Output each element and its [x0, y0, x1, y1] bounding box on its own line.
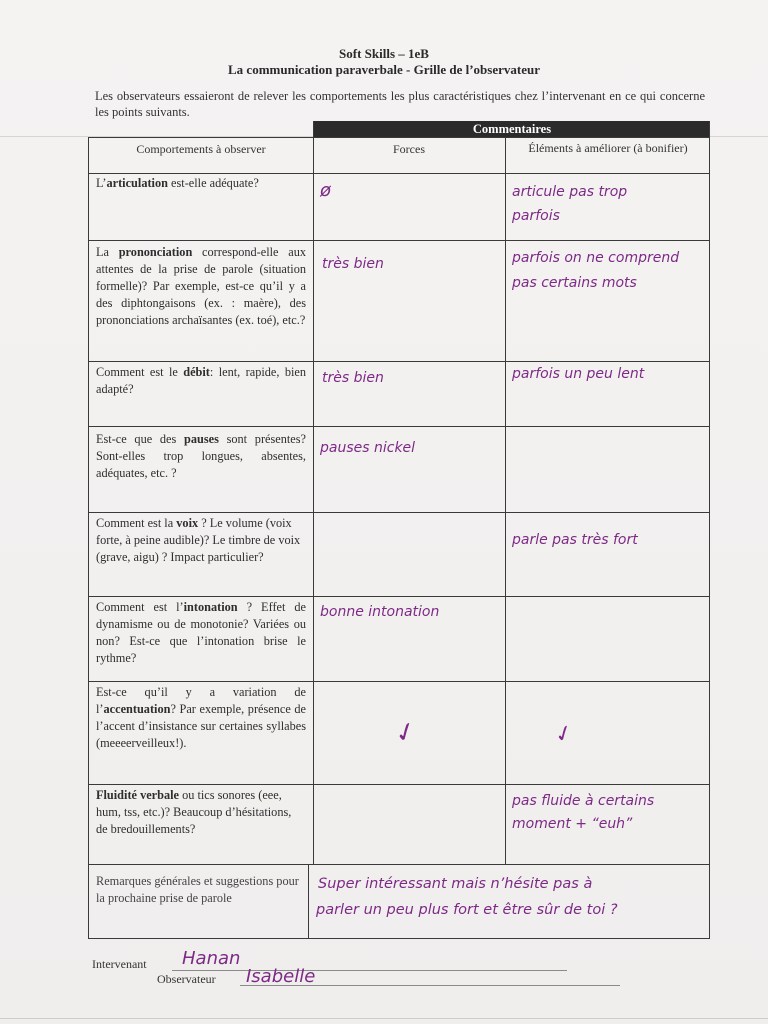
col-header-behaviors: Comportements à observer	[136, 142, 266, 156]
intervenant-label: Intervenant	[92, 957, 147, 971]
col-header-improve: Éléments à améliorer (à bonifier)	[528, 141, 688, 155]
answer-improve-voix: parle pas très fort	[512, 532, 638, 548]
question-pauses: Est-ce que des pauses sont présentes? Sont-elles trop longues, absentes, adéquates, etc. ?	[96, 432, 307, 480]
answer-strength-pauses: pauses nickel	[320, 440, 416, 456]
intervenant-value: Hanan	[182, 948, 241, 969]
remarks-line-2: parler un peu plus fort et être sûr de toi ?	[316, 902, 618, 918]
answer-strength-intonation: bonne intonation	[320, 604, 440, 620]
page-bottom-edge	[0, 1018, 768, 1019]
answer-improve-debit: parfois un peu lent	[512, 366, 645, 382]
question-fluidite: Fluidité verbale ou tics sonores (eee, hum, tss, etc.)? Beaucoup d’hésitations, de bredouillements?	[96, 788, 292, 836]
answer-strength-debit: très bien	[322, 370, 384, 386]
question-accentuation: Est-ce qu’il y a variation de l’accentuation? Par exemple, présence de l’accent d’insistance sur certaines syllabes (meeeerveilleux!).	[96, 685, 306, 750]
comments-header: Commentaires	[314, 121, 710, 137]
answer-improve-prononciation: parfois on ne comprend pas certains mots	[512, 250, 680, 291]
answer-improve-articulation: articule pas trop parfois	[512, 184, 628, 224]
answer-improve-fluidite: pas fluide à certains moment + “euh”	[512, 793, 655, 832]
remarks-line-1: Super intéressant mais n’hésite pas à	[318, 876, 593, 892]
question-articulation: L’articulation est-elle adéquate?	[96, 176, 259, 190]
question-voix: Comment est la voix ? Le volume (voix forte, à peine audible)? Le timbre de voix (grave, aigu) ? Impact particulier?	[96, 516, 301, 564]
answer-strength-accentuation: ✓	[390, 715, 422, 751]
observateur-value: Isabelle	[246, 966, 316, 987]
question-debit: Comment est le débit: lent, rapide, bien adapté?	[96, 365, 307, 396]
page-subtitle: La communication paraverbale - Grille de l’observateur	[228, 62, 540, 77]
answer-strength-prononciation: très bien	[322, 256, 384, 272]
answer-strength-articulation: ø	[320, 180, 332, 201]
question-prononciation: La prononciation correspond-elle aux attentes de la prise de parole (situation formelle)? Par exemple, est-ce qu’il y a des diphtongaisons (ex. : maère), des prononciations archaïsantes (ex. toé), etc.?	[96, 245, 307, 327]
remarks-label: Remarques générales et suggestions pour la prochaine prise de parole	[96, 874, 299, 905]
intervenant-line	[172, 970, 567, 971]
page-title: Soft Skills – 1eB	[339, 46, 429, 61]
intro-paragraph: Les observateurs essaieront de relever les comportements les plus caractéristiques chez l’intervenant en ce qui concerne les points suivants.	[95, 89, 705, 119]
answer-improve-accentuation: ✓	[551, 719, 578, 750]
col-header-strengths: Forces	[393, 142, 425, 156]
question-intonation: Comment est l’intonation ? Effet de dynamisme ou de monotonie? Variées ou non? Est-ce que l’intonation brise le rythme?	[96, 600, 306, 665]
observateur-label: Observateur	[157, 972, 216, 986]
